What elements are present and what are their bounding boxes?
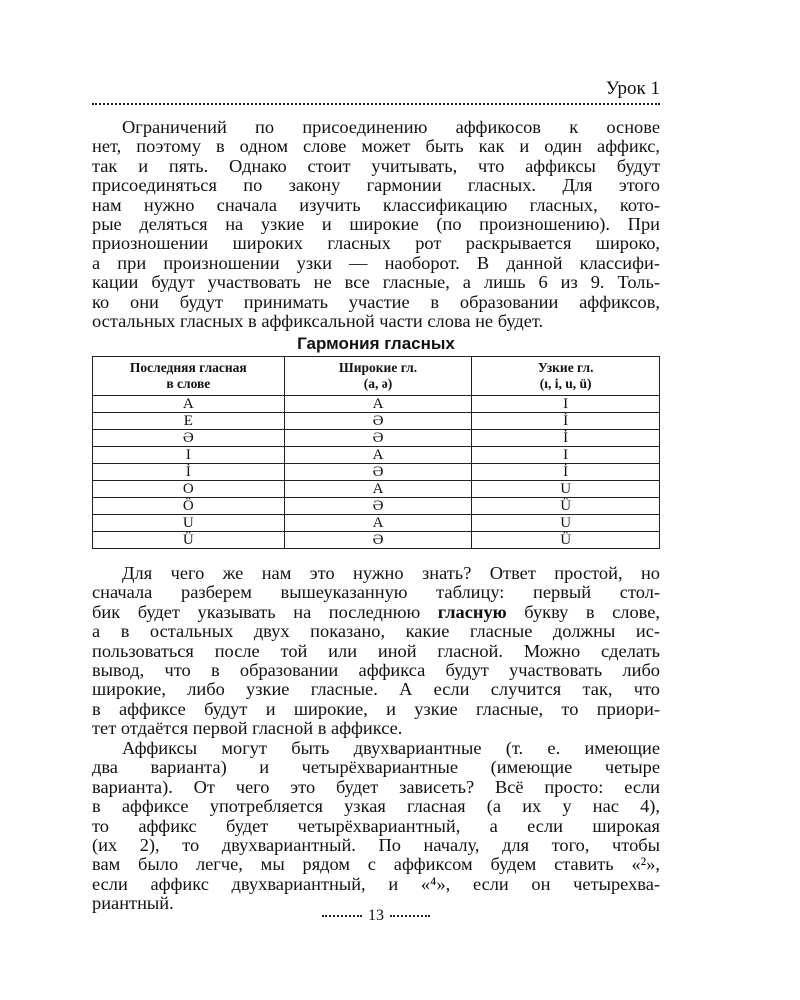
table-cell: I bbox=[472, 447, 660, 464]
text-line: два варианта) и четырёхвариантные (имеющие четыре bbox=[92, 757, 660, 778]
header-cell-line: Последняя гласная bbox=[129, 360, 247, 375]
text-line: тет отдаётся первой гласной в аффиксе. bbox=[92, 718, 403, 739]
vowel-harmony-table bbox=[92, 356, 660, 549]
text-line: пользоваться после той или иной гласной. Можно сделать bbox=[92, 640, 660, 661]
text-line: Ограничений по присоединению аффикосов к основе bbox=[122, 117, 660, 137]
text-line: присоединяться по закону гармонии гласных. Для этого bbox=[92, 175, 660, 196]
text-line: остальных гласных в аффиксальной части слова не будет. bbox=[92, 311, 544, 332]
footer-left-dots bbox=[322, 915, 362, 917]
text-segment: бик будет указывать на последнюю bbox=[92, 601, 438, 622]
text-segment: букву в слове, bbox=[506, 601, 660, 622]
header-dotted-rule bbox=[92, 103, 660, 105]
table-cell: U bbox=[472, 481, 660, 498]
bold-term: гласную bbox=[437, 601, 507, 622]
table-cell: I bbox=[93, 447, 285, 464]
paragraph-3 bbox=[92, 739, 660, 914]
text-line bbox=[92, 603, 660, 622]
page-number: 13 bbox=[368, 907, 384, 924]
table-cell: A bbox=[284, 396, 472, 413]
text-line: вам было легче, мы рядом с аффиксом будем ставить «²», bbox=[92, 854, 660, 875]
table-title: Гармония гласных bbox=[297, 334, 455, 353]
header-cell-line: Узкие гл. bbox=[537, 360, 594, 375]
text-line: а при произношении узки — наоборот. В данной классифи- bbox=[92, 252, 660, 273]
text-line: а в остальных двух показано, какие гласные должны ис- bbox=[92, 621, 660, 642]
table-row bbox=[93, 396, 660, 413]
lesson-header: Урок 1 bbox=[605, 78, 660, 99]
text-line: Для чего же нам это нужно знать? Ответ простой, но bbox=[122, 563, 660, 583]
text-line: рые деляться на узкие и широкие (по произношению). При bbox=[92, 214, 660, 235]
text-line: широкие, либо узкие гласные. А если случится так, что bbox=[92, 679, 660, 700]
table-cell: İ bbox=[93, 464, 285, 481]
table-cell: İ bbox=[472, 430, 660, 447]
table-cell: İ bbox=[472, 413, 660, 430]
table-cell: O bbox=[93, 481, 285, 498]
text-line: в аффиксе употребляется узкая гласная (а их у нас 4), bbox=[92, 796, 660, 817]
table-cell: A bbox=[93, 396, 285, 413]
text-line: приозношении широких гласных рот раскрывается широко, bbox=[92, 233, 660, 254]
table-cell: Ə bbox=[284, 498, 472, 515]
table-row bbox=[93, 515, 660, 532]
text-line: ко они будут принимать участие в образовании аффиксов, bbox=[92, 291, 660, 312]
table-row bbox=[93, 532, 660, 549]
table-body bbox=[93, 396, 660, 549]
header-cell-line: (ı, i, u, ü) bbox=[539, 376, 592, 391]
text-line: (их 2), то двухвариантный. По началу, для того, чтобы bbox=[92, 835, 660, 856]
text-line: Аффиксы могут быть двухвариантные (т. е. имеющие bbox=[122, 738, 660, 758]
table-cell: U bbox=[93, 515, 285, 532]
text-line: если аффикс двухвариантный, и «⁴», если он четырехва- bbox=[92, 873, 660, 894]
header-cell-line: (a, ə) bbox=[363, 376, 393, 391]
table-row bbox=[93, 413, 660, 430]
table-cell: A bbox=[284, 447, 472, 464]
header-cell-line: Широкие гл. bbox=[338, 360, 418, 375]
text-line: риантный. bbox=[92, 893, 174, 914]
page-footer bbox=[92, 906, 660, 926]
text-line: нет, поэтому в одном слове может быть как и один аффикс, bbox=[92, 136, 660, 157]
header-cell-line: в слове bbox=[166, 376, 211, 391]
table-cell: I bbox=[472, 396, 660, 413]
header-narrow-vowels bbox=[472, 357, 660, 396]
text-line: нам нужно сначала изучить классификацию гласных, кото- bbox=[92, 194, 660, 215]
table-cell: Ü bbox=[472, 532, 660, 549]
table-row bbox=[93, 430, 660, 447]
paragraph-2 bbox=[92, 564, 660, 739]
table-cell: Ə bbox=[284, 413, 472, 430]
text-line: в аффиксе будут и широкие, и узкие гласные, то приори- bbox=[92, 698, 660, 719]
text-line: сначала разберем вышеуказанную таблицу: первый стол- bbox=[92, 582, 660, 603]
table-cell: Ü bbox=[93, 532, 285, 549]
table-cell: İ bbox=[472, 464, 660, 481]
table-header-row bbox=[93, 357, 660, 396]
table-row bbox=[93, 498, 660, 515]
text-line: варианта). От чего это будет зависеть? Всё просто: если bbox=[92, 776, 660, 797]
table-cell: U bbox=[472, 515, 660, 532]
header-wide-vowels bbox=[284, 357, 472, 396]
table-row bbox=[93, 447, 660, 464]
table-cell: Ə bbox=[284, 464, 472, 481]
table-row bbox=[93, 481, 660, 498]
table-cell: A bbox=[284, 515, 472, 532]
table-row bbox=[93, 464, 660, 481]
table-cell: A bbox=[284, 481, 472, 498]
text-line: то аффикс будет четырёхвариантный, а если широкая bbox=[92, 815, 660, 836]
table-cell: Ə bbox=[93, 430, 285, 447]
text-line: так и пять. Однако стоит учитывать, что аффиксы будут bbox=[92, 155, 660, 176]
text-line: кации будут участвовать не все гласные, а лишь 6 из 9. Толь- bbox=[92, 272, 660, 293]
header-last-vowel bbox=[93, 357, 285, 396]
table-cell: Ə bbox=[284, 430, 472, 447]
text-line: вывод, что в образовании аффикса будут участвовать либо bbox=[92, 660, 660, 681]
table-cell: Ə bbox=[284, 532, 472, 549]
table-cell: E bbox=[93, 413, 285, 430]
footer-right-dots bbox=[390, 915, 430, 917]
table-cell: Ü bbox=[472, 498, 660, 515]
table-cell: Ö bbox=[93, 498, 285, 515]
paragraph-1 bbox=[92, 118, 660, 331]
